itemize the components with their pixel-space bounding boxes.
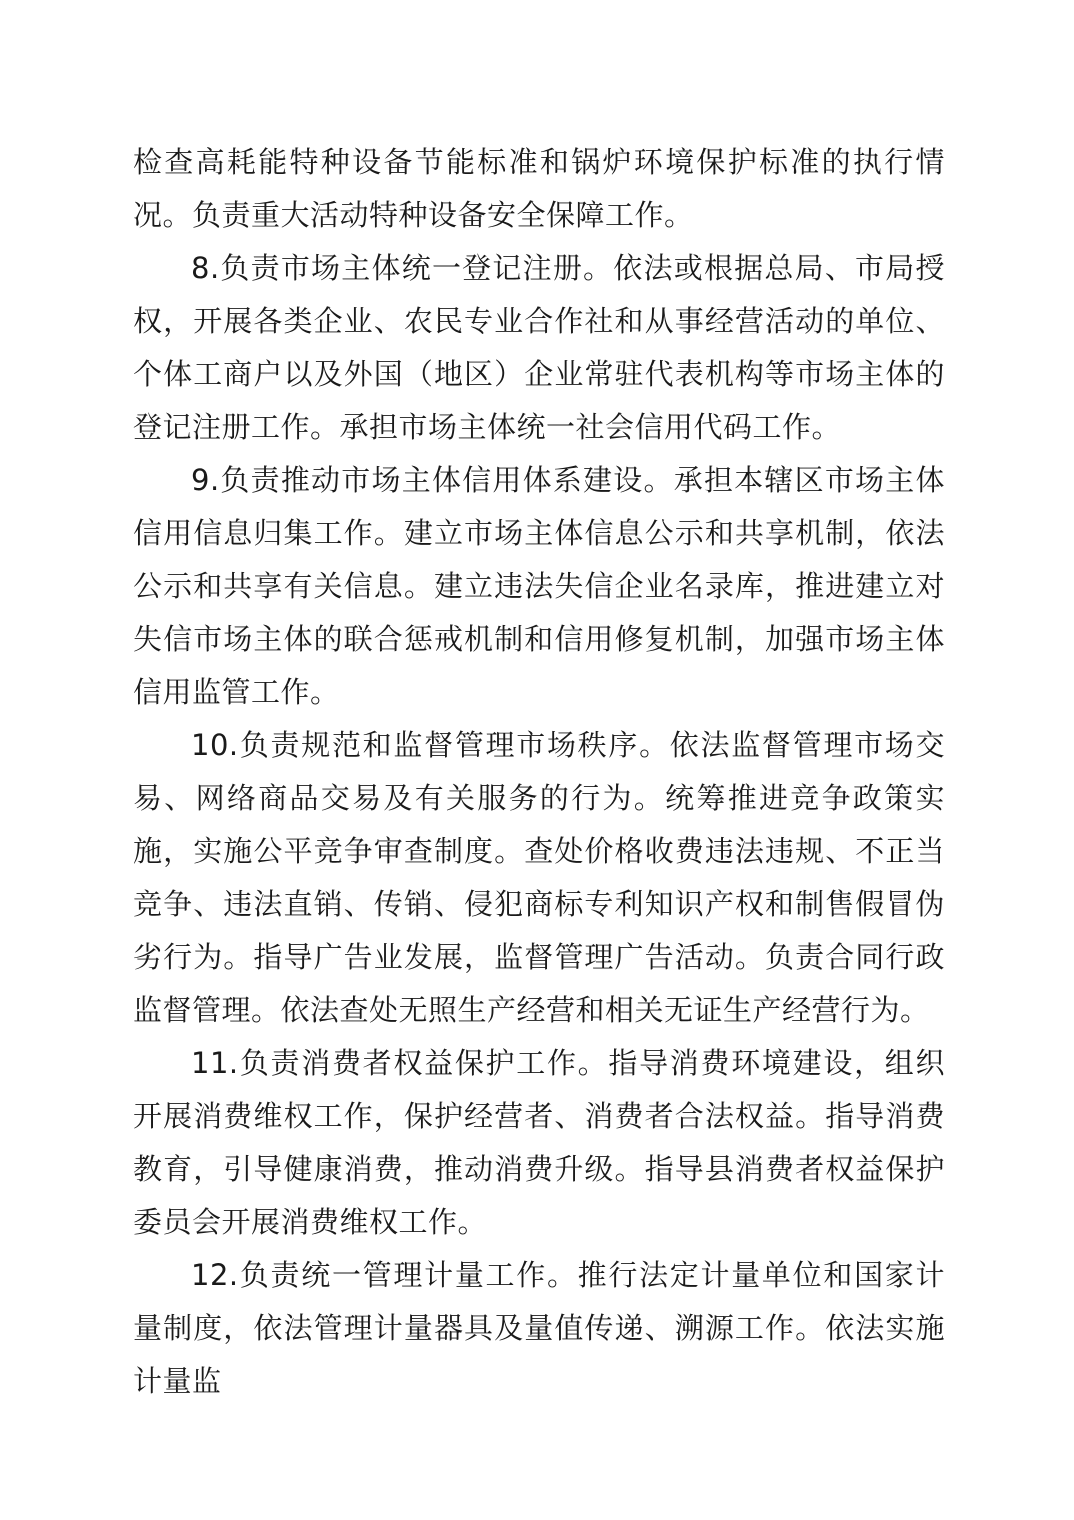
paragraph-item-9: 9.负责推动市场主体信用体系建设。承担本辖区市场主体信用信息归集工作。建立市场主体信息公示和共享机制，依法公示和共享有关信息。建立违法失信企业名录库，推进建立对失信市场主体的联合惩戒机制和信用修复机制，加强市场主体信用监管工作。 [133,463,945,709]
paragraph-item-8: 8.负责市场主体统一登记注册。依法或根据总局、市局授权，开展各类企业、农民专业合作社和从事经营活动的单位、个体工商户以及外国（地区）企业常驻代表机构等市场主体的登记注册工作。承担市场主体统一社会信用代码工作。 [133,251,945,444]
document-body [133,136,945,1408]
paragraph-item-10: 10.负责规范和监督管理市场秩序。依法监督管理市场交易、网络商品交易及有关服务的行为。统筹推进竞争政策实施，实施公平竞争审查制度。查处价格收费违法违规、不正当竞争、违法直销、传销、侵犯商标专利知识产权和制售假冒伪劣行为。指导广告业发展，监督管理广告活动。负责合同行政监督管理。依法查处无照生产经营和相关无证生产经营行为。 [133,728,945,1027]
paragraph-item-12: 12.负责统一管理计量工作。推行法定计量单位和国家计量制度，依法管理计量器具及量值传递、溯源工作。依法实施计量监 [133,1258,945,1398]
paragraph-continuation: 检查高耗能特种设备节能标准和锅炉环境保护标准的执行情况。负责重大活动特种设备安全保障工作。 [133,145,945,232]
paragraph-item-11: 11.负责消费者权益保护工作。指导消费环境建设，组织开展消费维权工作，保护经营者、消费者合法权益。指导消费教育，引导健康消费，推动消费升级。指导县消费者权益保护委员会开展消费维权工作。 [133,1046,945,1239]
